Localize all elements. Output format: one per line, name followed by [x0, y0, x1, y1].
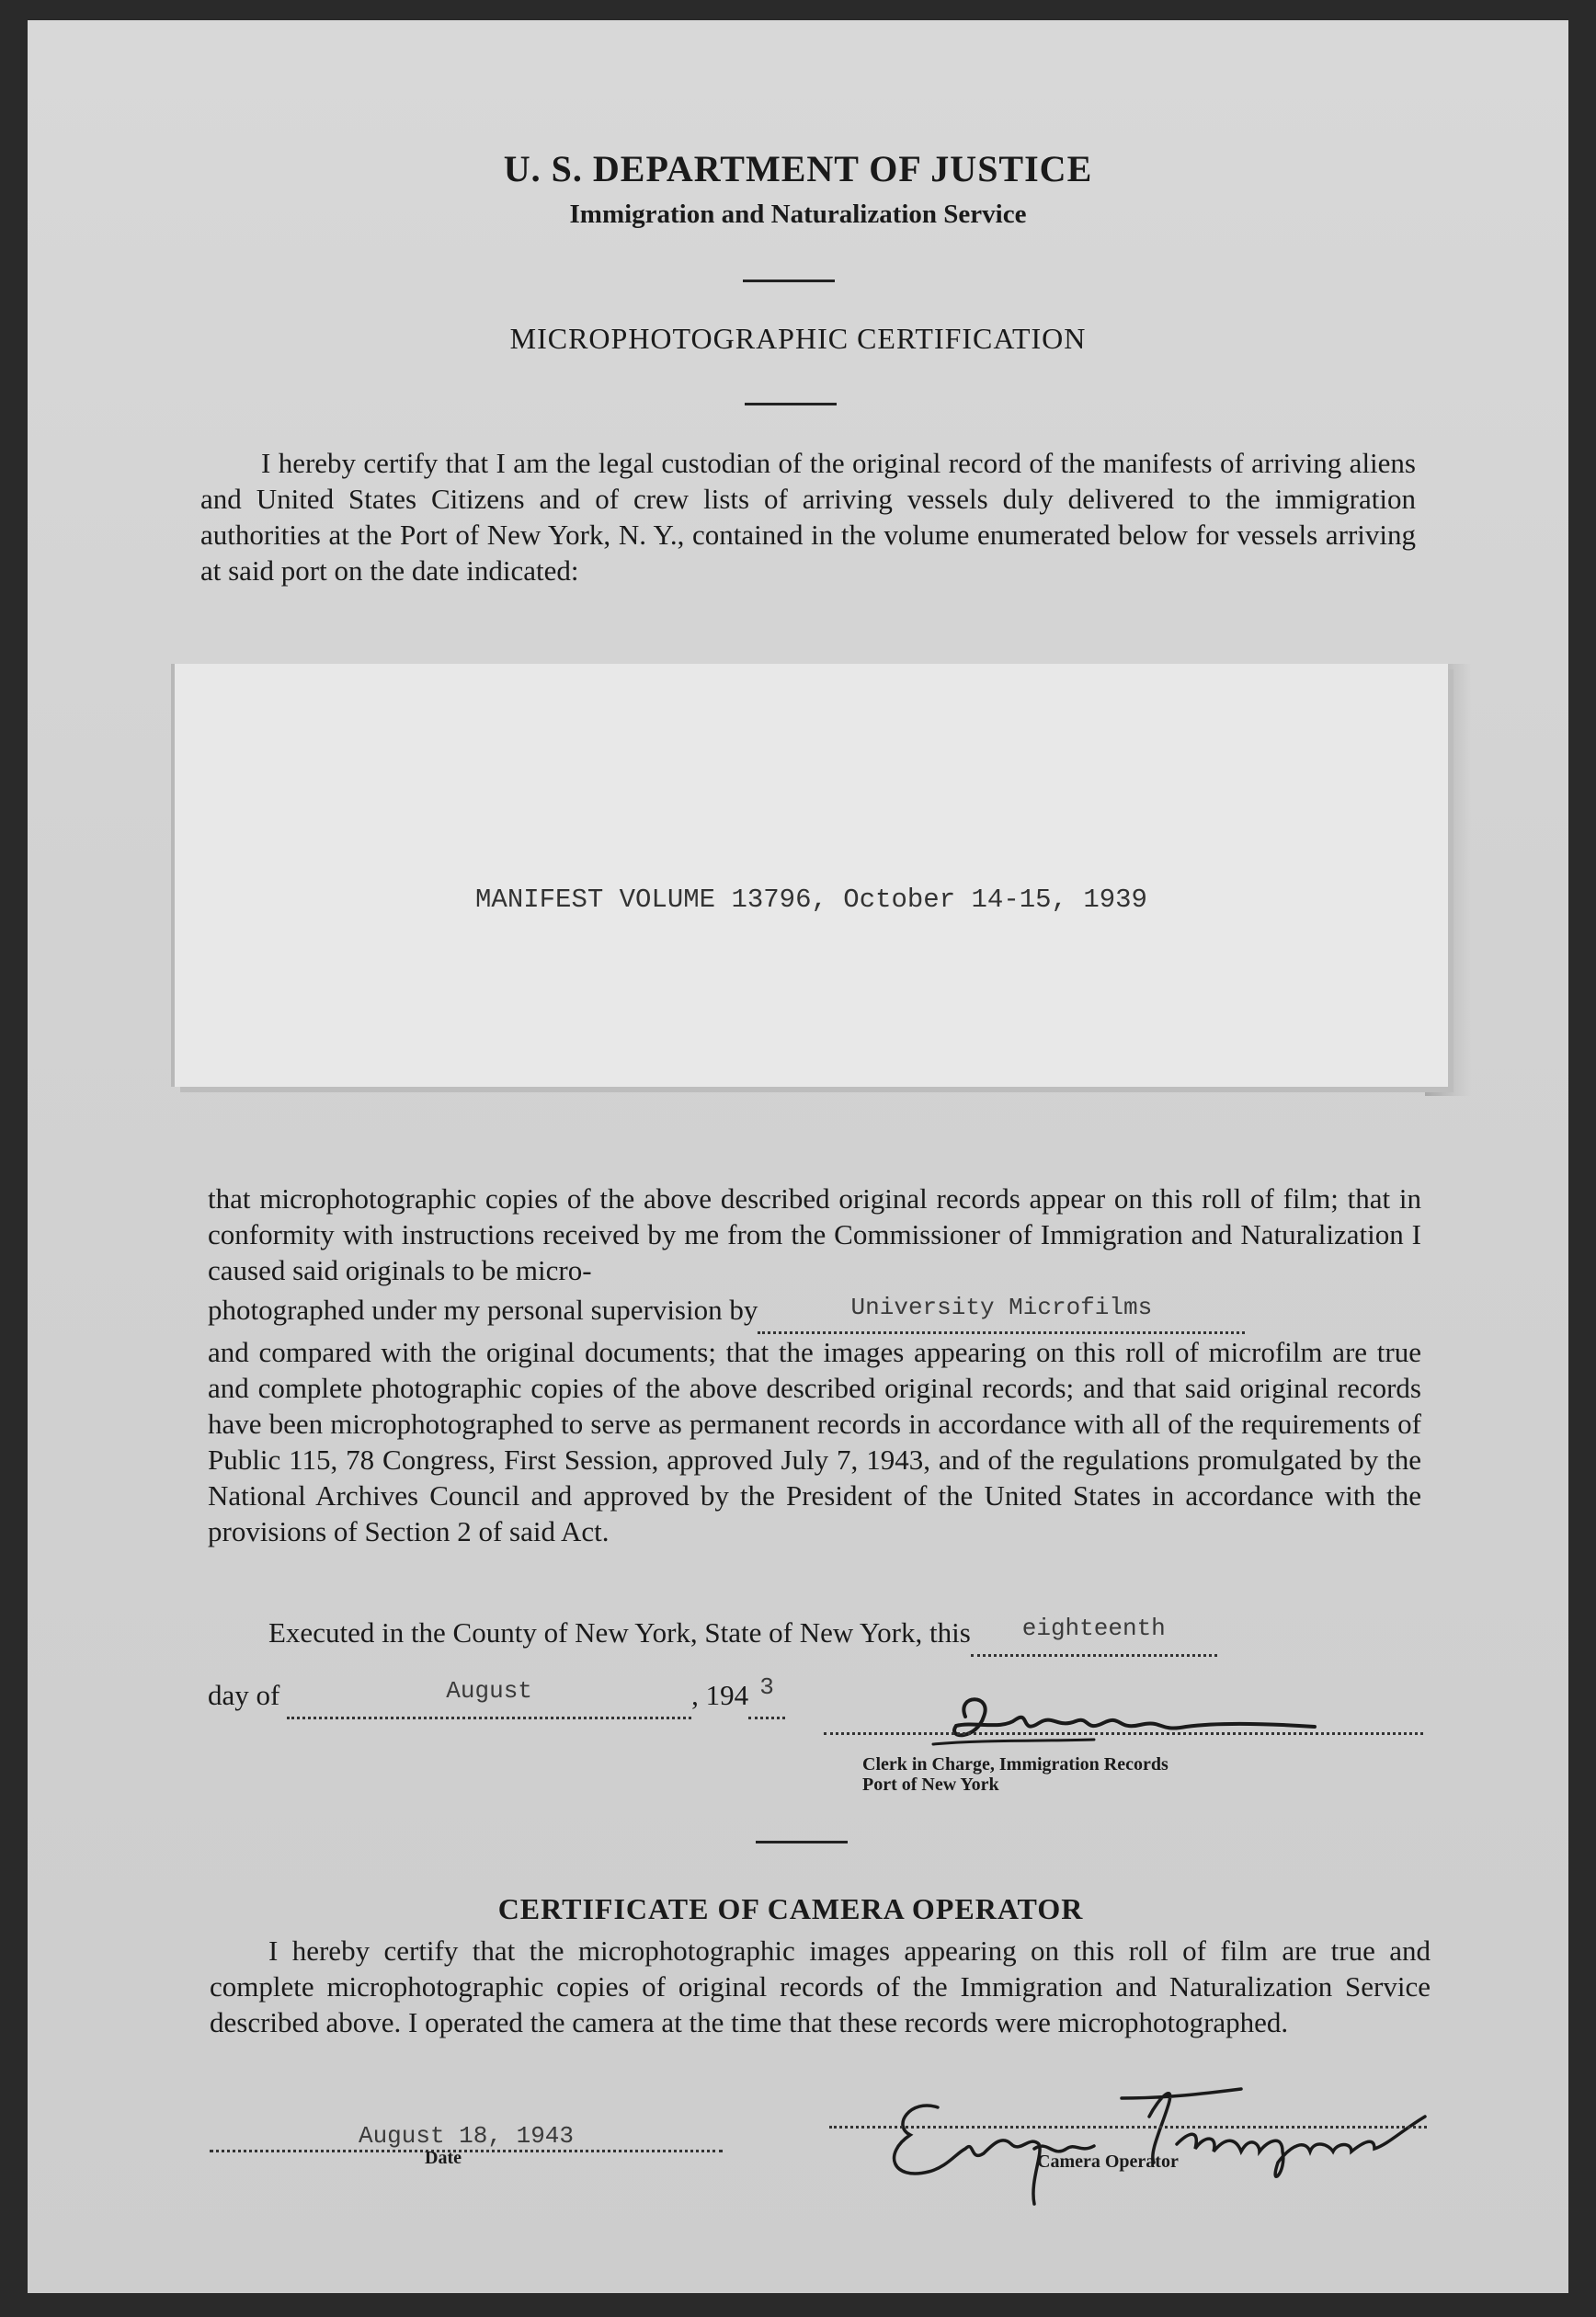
camera-date-value: August 18, 1943: [358, 2122, 575, 2150]
clerk-title-line1: Clerk in Charge, Immigration Records: [862, 1754, 1168, 1775]
year-prefix: , 194: [691, 1679, 749, 1711]
photographed-by-field: [758, 1292, 1245, 1334]
certification-heading: MICROPHOTOGRAPHIC CERTIFICATION: [509, 322, 1087, 355]
camera-date-field: [210, 2122, 723, 2152]
divider: [743, 280, 835, 282]
camera-date-label: Date: [425, 2148, 462, 2168]
day-of-line: [208, 1673, 906, 1719]
photographed-by-label: photographed under my personal supervision by: [208, 1294, 758, 1326]
divider: [756, 1841, 848, 1843]
body-paragraph: [208, 1181, 1421, 1549]
operator-signature: [873, 2043, 1462, 2218]
executed-day-value: eighteenth: [1021, 1615, 1166, 1642]
photographed-by-line: [208, 1292, 1421, 1334]
intro-paragraph: I hereby certify that I am the legal custodian of the original record of the manifests of arriving aliens and United States Citizens and of crew lists of arriving vessels duly delivered to the immigration authorities at the Port of New York, N. Y., contained in the volume enumerated below for vessels arriving at said port on the date indicated:: [200, 447, 1416, 587]
body-text-part1: that microphotographic copies of the above described original records appear on this roll of film; that in conformity with instructions received by me from the Commissioner of Immigration and Naturalization I caused said originals to be micro-: [208, 1182, 1421, 1286]
year-field: [748, 1673, 785, 1719]
photographed-by-value: University Microfilms: [850, 1294, 1153, 1321]
month-field: [287, 1677, 691, 1719]
clerk-signature-line: [824, 1732, 1423, 1735]
executed-label: Executed in the County of New York, State of New York, this: [268, 1616, 971, 1649]
clerk-signature: [929, 1684, 1342, 1758]
manifest-insert: [175, 664, 1448, 1087]
certificate-page: [28, 20, 1568, 2293]
day-of-label: day of: [208, 1679, 280, 1711]
divider: [745, 403, 837, 405]
clerk-title-line2: Port of New York: [862, 1775, 999, 1795]
operator-label: Camera Operator: [1037, 2152, 1179, 2172]
year-value: 3: [759, 1673, 774, 1701]
service-subtitle: Immigration and Naturalization Service: [569, 200, 1027, 229]
manifest-label: MANIFEST VOLUME 13796, October 14-15, 1939: [475, 885, 1147, 915]
body-text-part2: and compared with the original documents; that the images appearing on this roll of microfilm are true and complete photographic copies of the above described original records; and that said original records have been microphotographed to serve as permanent records in accordance with all of the requirements of Public 115, 78 Congress, First Session, approved July 7, 1943, and of the regulations promulgated by the National Archives Council and approved by the President of the United States in accordance with the provisions of Section 2 of said Act.: [208, 1336, 1421, 1547]
executed-day-field: [971, 1615, 1217, 1657]
operator-signature-line: [829, 2126, 1427, 2129]
department-title: U. S. DEPARTMENT OF JUSTICE: [503, 148, 1093, 189]
month-value: August: [446, 1677, 532, 1705]
camera-paragraph: I hereby certify that the microphotographic images appearing on this roll of film are true and complete microphotographic copies of original records of the Immigration and Naturalization Service described above. I operated the camera at the time that these records were microphotographed.: [210, 1935, 1431, 2038]
executed-line: [268, 1615, 1427, 1657]
camera-heading: CERTIFICATE OF CAMERA OPERATOR: [497, 1892, 1084, 1925]
clerk-title: [862, 1754, 1168, 1795]
